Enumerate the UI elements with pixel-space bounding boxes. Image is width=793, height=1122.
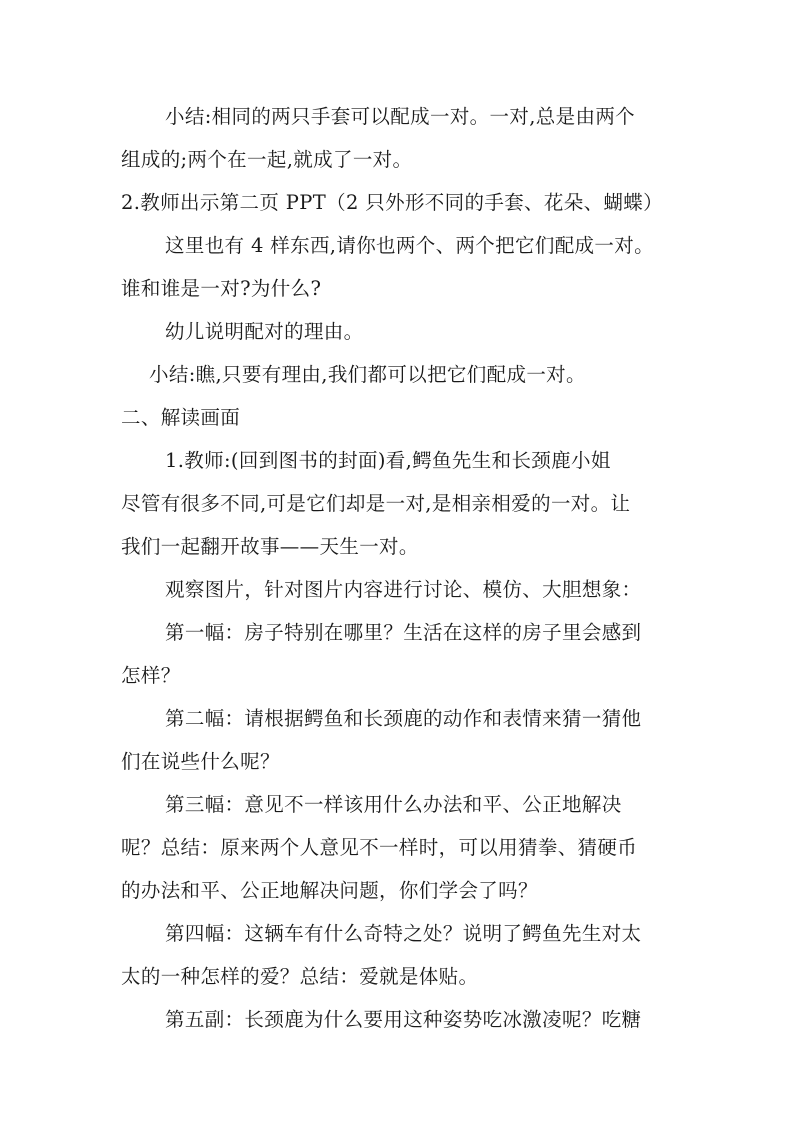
text-line: 我们一起翻开故事——天生一对。	[121, 535, 419, 558]
text-line: 怎样？	[121, 664, 181, 687]
text-line: 2.教师出示第二页 PPT（2 只外形不同的手套、花朵、蝴蝶）	[121, 191, 664, 214]
text-line: 观察图片，针对图片内容进行讨论、模仿、大胆想象：	[165, 578, 642, 601]
text-line: 第五副：长颈鹿为什么要用这种姿势吃冰激凌呢？吃糖	[165, 1008, 642, 1031]
text-line: 第四幅：这辆车有什么奇特之处？说明了鳄鱼先生对太	[165, 922, 642, 945]
text-line: 组成的;两个在一起,就成了一对。	[121, 148, 413, 171]
text-line: 小结:相同的两只手套可以配成一对。一对,总是由两个	[165, 105, 636, 128]
text-line: 第二幅：请根据鳄鱼和长颈鹿的动作和表情来猜一猜他	[165, 707, 642, 730]
text-line: 小结:瞧,只要有理由,我们都可以把它们配成一对。	[149, 363, 586, 386]
text-line: 太的一种怎样的爱？总结：爱就是体贴。	[121, 965, 479, 988]
section-heading: 二、解读画面	[121, 406, 241, 429]
text-line: 这里也有 4 样东西,请你也两个、两个把它们配成一对。	[165, 234, 654, 257]
text-line: 谁和谁是一对?为什么?	[121, 277, 322, 300]
text-line: 幼儿说明配对的理由。	[165, 320, 364, 343]
text-line: 呢？总结：原来两个人意见不一样时，可以用猜拳、猜硬币	[121, 836, 638, 859]
text-line: 第一幅：房子特别在哪里？生活在这样的房子里会感到	[165, 621, 642, 644]
text-line: 第三幅：意见不一样该用什么办法和平、公正地解决	[165, 793, 622, 816]
text-line: 们在说些什么呢？	[121, 750, 280, 773]
text-line: 的办法和平、公正地解决问题，你们学会了吗？	[121, 879, 538, 902]
text-line: 1.教师:(回到图书的封面)看,鳄鱼先生和长颈鹿小姐	[165, 449, 611, 472]
text-line: 尽管有很多不同,可是它们却是一对,是相亲相爱的一对。让	[121, 492, 631, 515]
